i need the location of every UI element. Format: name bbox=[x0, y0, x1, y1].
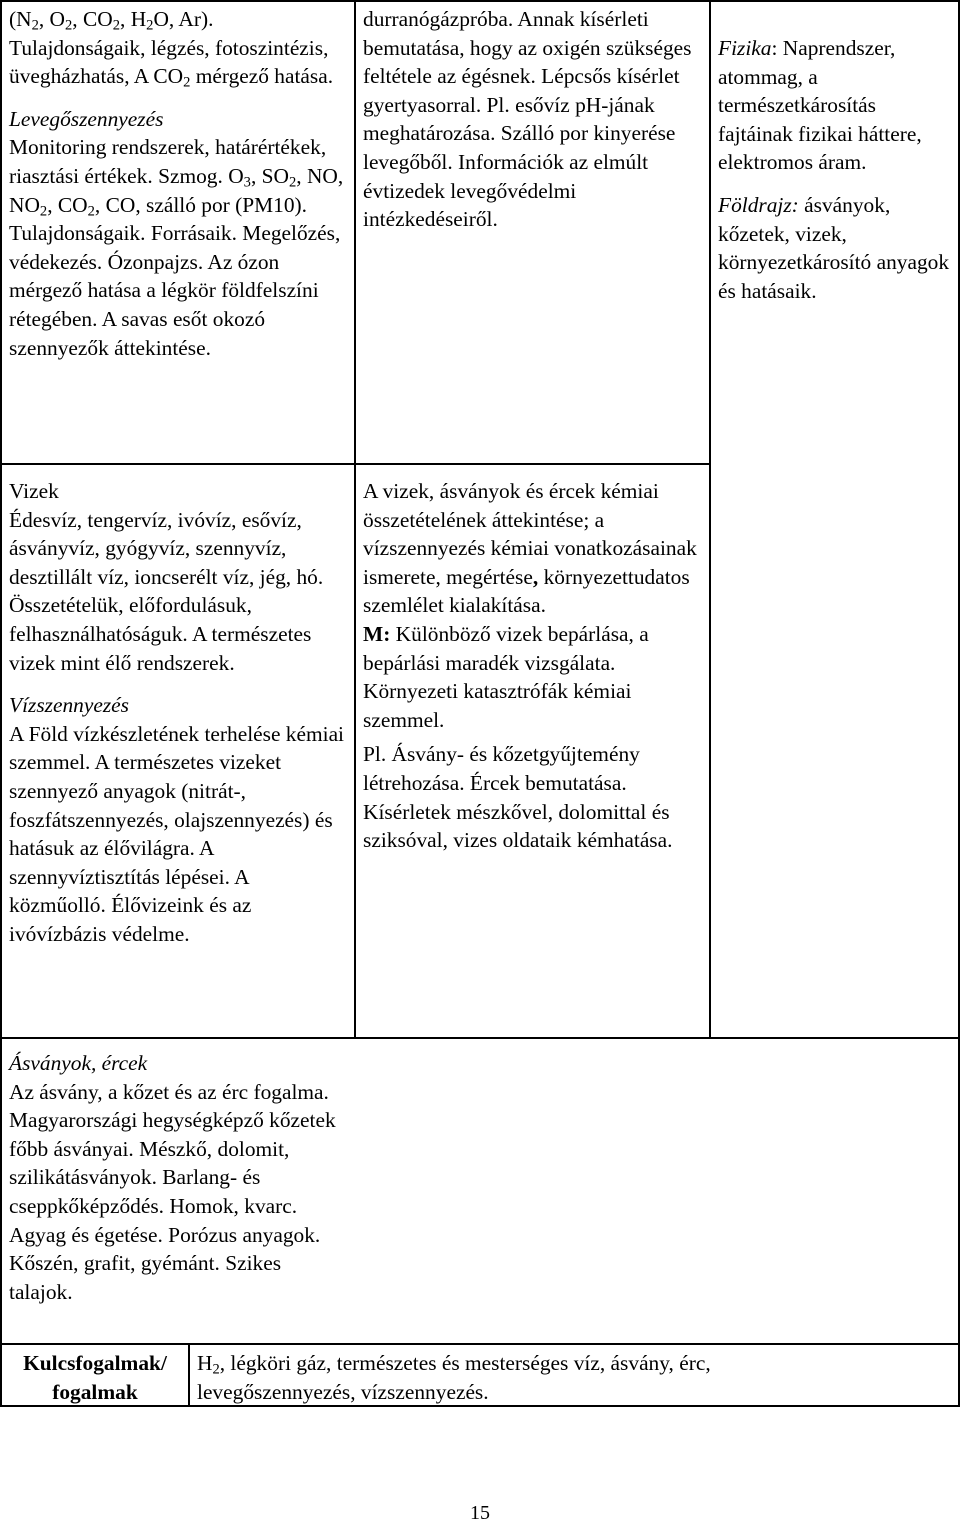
table-border-left bbox=[0, 0, 2, 1407]
fizika-connection: Fizika: Naprendszer, atommag, a természetkárosítás fajtáinak fizikai háttere, elektromos áram. bbox=[718, 36, 922, 175]
m-activities: M: Különböző vizek bepárlása, a bepárlási maradék vizsgálata. Környezeti katasztrófák kémiai szemmel. bbox=[363, 621, 649, 732]
asvanyok-body: Az ásvány, a kőzet és az érc fogalma. Magyarországi hegységképző kőzetek főbb ásványai. Mészkő, dolomit, szilikátásványok. Barlang- és cseppkőképződés. Homok, kvarc. Agyag és égetése. Porózus anyagok. Kőszén, grafit, gyémánt. Szikes talajok. bbox=[9, 1079, 336, 1304]
vizszennyezes-title: Vízszennyezés bbox=[9, 693, 129, 718]
row-divider-1 bbox=[0, 463, 709, 465]
foldrajz-connection: Földrajz: ásványok, kőzetek, vizek, környezetkárosító anyagok és hatásaik. bbox=[718, 192, 950, 303]
page-number: 15 bbox=[470, 1502, 490, 1524]
vizszennyezes-body: A Föld vízkészletének terhelése kémiai szemmel. A természetes vizeket szennyező anyagok (nitrát-, foszfátszennyezés, olajszennyezés) és hatásuk az élővilágra. A szennyvíztisztítás lépései. A közműolló. Élővizeink és az ivóvízbázis védelme. bbox=[9, 721, 345, 946]
column-divider-1 bbox=[354, 0, 356, 1037]
vizek-body: Édesvíz, tengervíz, ivóvíz, esővíz, ásványvíz, gyógyvíz, szennyvíz, desztillált víz, ioncserélt víz, jég, hó. Összetételük, előfordulásuk, felhasználhatóságuk. A természetes vizek mint élő rendszerek. bbox=[9, 507, 324, 675]
table-border-right bbox=[958, 0, 960, 1407]
key-concepts-terms: $H_2$, légköri gáz, természetes és mesterséges víz, ásvány, érc, levegőszennyezés, vízszennyezés. bbox=[197, 1351, 711, 1404]
activity-cell-levego bbox=[363, 5, 705, 234]
levego-body: Monitoring rendszerek, határértékek, riasztási értékek. Szmog. $O_3$, $SO_2$, NO, $NO_2$, $CO_2$, CO, szálló por (PM10). Tulajdonságaik. Forrásaik. Megelőzés, védekezés. Ózonpajzs. Az ózon mérgező hatása a légkör földfelszíni rétegében. A savas esőt okozó szennyezők áttekintése. bbox=[9, 135, 344, 360]
content-cell-asvanyok bbox=[9, 1049, 349, 1306]
levego-activities: durranógázpróba. Annak kísérleti bemutatása, hogy az oxigén szükséges feltétele az égésnek. Lépcsős kísérlet gyertyasorral. Pl. esővíz pH-jának meghatározása. Szálló por kinyerése levegőből. Információk az elmúlt évtizedek levegővédelmi intézkedéseiről. bbox=[363, 7, 692, 232]
vizek-activities: A vizek, ásványok és ércek kémiai összetételének áttekintése; a vízszennyezés kémiai vonatkozásainak ismerete, megértése, környezettudatos szemlélet kialakítása. bbox=[363, 479, 697, 618]
content-cell-levego bbox=[9, 5, 349, 362]
gases-list: ($N_2$, $O_2$, $CO_2$, $H_2O$, Ar). Tulajdonságaik, légzés, fotoszintézis, üvegházhatás, A $CO_2$ mérgező hatása. bbox=[9, 7, 334, 91]
table-border-top bbox=[0, 0, 960, 2]
key-concepts-label: Kulcsfogalmak/ fogalmak bbox=[23, 1351, 167, 1404]
row-divider-2 bbox=[0, 1037, 960, 1039]
asvanyok-title: Ásványok, ércek bbox=[9, 1051, 148, 1075]
activity-cell-vizek bbox=[363, 477, 705, 855]
vizek-title: Vizek bbox=[9, 479, 59, 503]
label-divider bbox=[188, 1343, 190, 1407]
content-cell-vizek bbox=[9, 477, 349, 949]
levego-title: Levegőszennyezés bbox=[9, 106, 164, 131]
column-divider-2 bbox=[709, 0, 711, 1037]
connections-cell bbox=[718, 34, 956, 305]
row-divider-3 bbox=[0, 1343, 960, 1345]
pl-activities: Pl. Ásvány- és kőzetgyűjtemény létrehozása. Ércek bemutatása. Kísérletek mészkővel, dolomittal és sziksóval, vizes oldataik kémhatása. bbox=[363, 742, 673, 853]
